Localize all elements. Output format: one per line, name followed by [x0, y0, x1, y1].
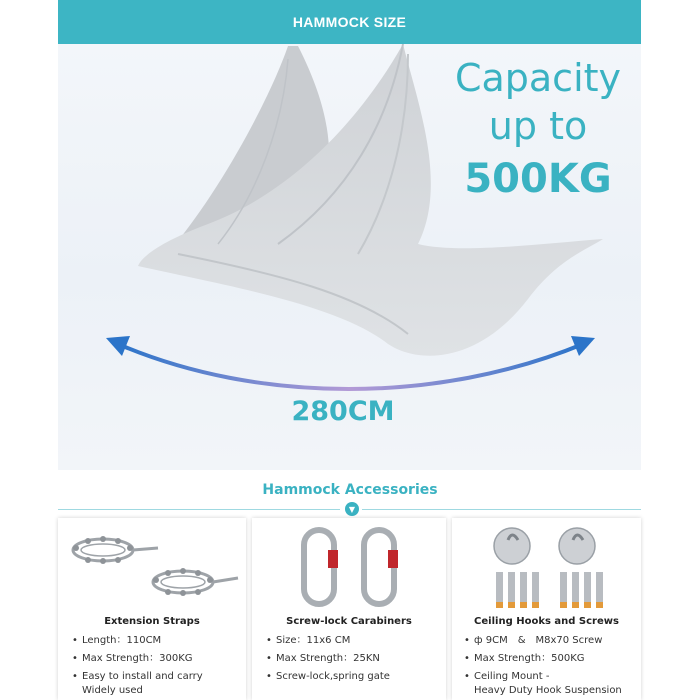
accessory-card-carabiners — [252, 518, 446, 700]
accessory-card-straps — [58, 518, 246, 700]
accessory-card-hooks — [452, 518, 641, 700]
width-label: 280CM — [291, 396, 395, 427]
card-title: Extension Straps — [104, 616, 200, 627]
chevron-down-icon: ▼ — [345, 502, 359, 516]
spec-item: • Length：110CM — [72, 635, 162, 646]
spec-item: • ф 9CM & M8x70 Screw — [464, 635, 603, 646]
card-title: Ceiling Hooks and Screws — [474, 616, 619, 627]
spec-item: • Max Strength：300KG — [72, 653, 193, 664]
hero-image — [58, 44, 641, 470]
spec-item: • Screw-lock,spring gate — [266, 671, 390, 682]
spec-item: • Max Strength：25KN — [266, 653, 380, 664]
spec-item: • Size：11x6 CM — [266, 635, 351, 646]
banner-title: HAMMOCK SIZE — [292, 14, 407, 30]
spec-item: • Easy to install and carry — [72, 671, 203, 682]
accessories-title: Hammock Accessories — [262, 482, 438, 498]
spec-item: Widely used — [82, 685, 143, 696]
spec-item: • Ceiling Mount - — [464, 671, 550, 682]
divider-left — [58, 509, 340, 510]
capacity-line1: Capacity — [454, 56, 622, 100]
carabiner-icon — [252, 518, 446, 614]
header-banner — [58, 0, 641, 44]
ceiling-hook-icon — [452, 518, 641, 614]
spec-item: • Max Strength：500KG — [464, 653, 585, 664]
straps-icon — [58, 518, 246, 614]
capacity-line2: up to — [488, 104, 588, 148]
divider-right — [362, 509, 641, 510]
card-title: Screw-lock Carabiners — [286, 616, 412, 627]
width-arrow — [118, 344, 583, 389]
spec-item: Heavy Duty Hook Suspension — [474, 685, 622, 696]
capacity-value: 500KG — [464, 156, 612, 202]
